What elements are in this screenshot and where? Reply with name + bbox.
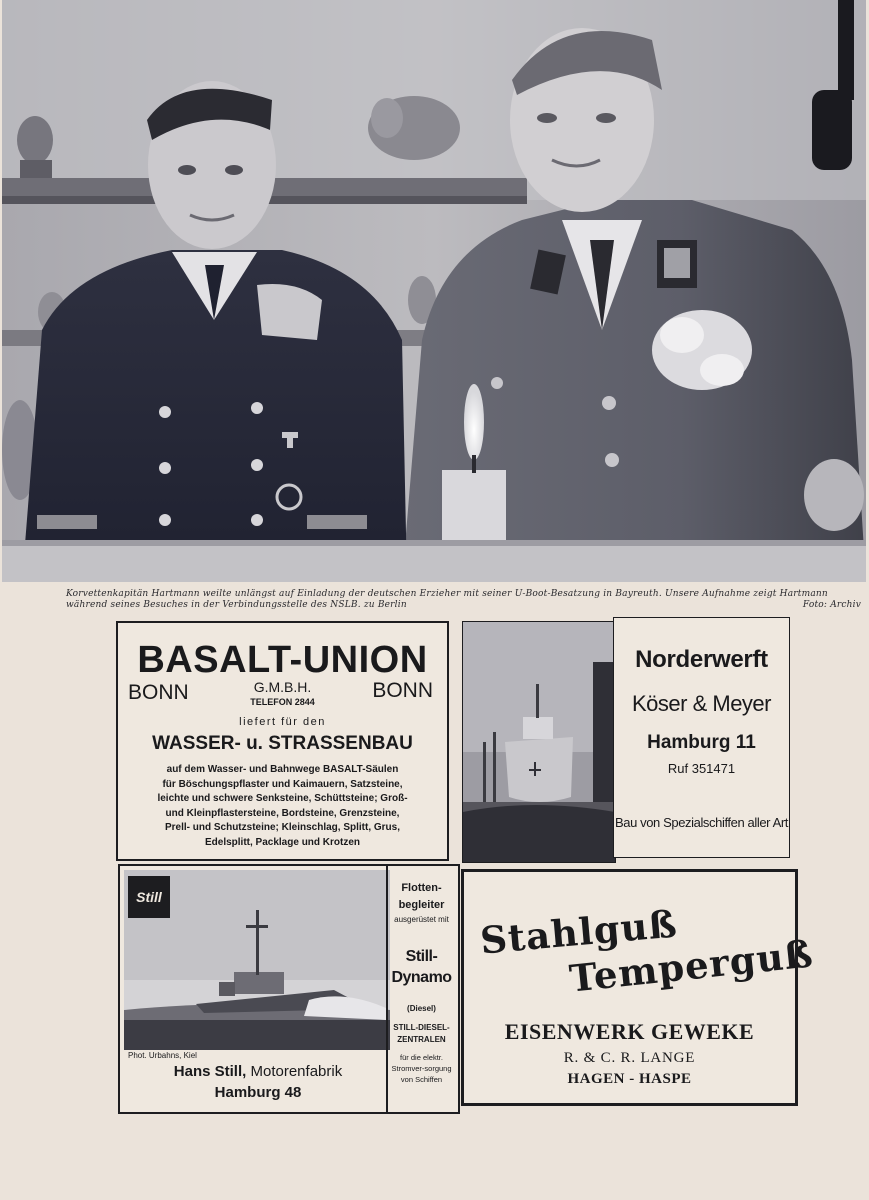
basalt-legal-form: G.M.B.H. [253, 679, 312, 695]
caption-line-1: Korvettenkapitän Hartmann weilte unlängst auf Einladung der deutschen Erzieher mit seiner U-Boot-Besatzung in Bayreuth. Unsere Aufnahme zeigt Hartmann [66, 589, 828, 599]
officers-photo [2, 0, 866, 582]
norderwerft-owners: Köser & Meyer [632, 691, 771, 716]
norderwerft-ad [613, 617, 790, 858]
basalt-supplies: liefert für den [239, 716, 326, 728]
still-company [120, 1063, 396, 1080]
geweke-owners: R. & C. R. LANGE [563, 1050, 696, 1066]
basalt-body-line: und Kleinpflastersteine, Bordsteine, Grenzsteine, [165, 807, 400, 819]
hans-still-ad [118, 864, 460, 1114]
norderwerft-name: Norderwerft [635, 646, 768, 673]
still-side-purpose: für die elektr. Stromver-sorgung von Schiffen [391, 1053, 452, 1084]
geweke-city: HAGEN - HASPE [567, 1071, 692, 1087]
caption-line-2: während seines Besuches in der Verbindungsstelle des NSLB. zu Berlin [66, 600, 407, 610]
basalt-body-line: für Böschungspflaster und Kaimauern, Satzsteine, [162, 778, 403, 790]
still-city: Hamburg 48 [214, 1084, 302, 1101]
basalt-city-left: BONN [128, 681, 189, 704]
ship-harbor-illustration [463, 622, 615, 862]
ship-harbor-photo [462, 621, 616, 863]
still-company-name: Hans Still, [173, 1063, 247, 1080]
stahlguss-heading: Stahlguß [478, 901, 680, 963]
basalt-phone: TELEFON 2844 [250, 697, 315, 707]
basalt-body-line: auf dem Wasser- und Bahnwege BASALT-Säulen [166, 764, 399, 775]
geweke-firm: EISENWERK GEWEKE [504, 1019, 755, 1044]
still-side-centrals: STILL-DIESEL-ZENTRALEN [393, 1023, 450, 1044]
eisenwerk-geweke-ad [461, 869, 816, 1106]
norderwerft-slogan: Bau von Spezialschiffen aller Art [614, 815, 788, 830]
basalt-title: BASALT-UNION [137, 639, 428, 681]
basalt-city-right: BONN [372, 679, 433, 702]
still-photo-credit: Phot. Urbahns, Kiel [128, 1051, 197, 1060]
basalt-body-line: Prell- und Schutzsteine; Kleinschlag, Splitt, Grus, [164, 822, 401, 833]
still-logo: Still [128, 876, 170, 918]
basalt-body-line: Edelsplitt, Packlage und Krotzen [204, 836, 361, 848]
still-side-diesel: (Diesel) [407, 1004, 436, 1013]
basalt-trade: WASSER- u. STRASSENBAU [152, 733, 413, 754]
photo-caption [66, 589, 861, 611]
still-side-heading: Flotten-begleiter [398, 882, 445, 911]
norderwerft-city: Hamburg 11 [647, 732, 756, 753]
still-side-dynamo: Still-Dynamo [391, 948, 452, 986]
basalt-body [128, 763, 437, 850]
norderwerft-phone: Ruf 351471 [667, 761, 736, 776]
still-side-equipped: ausgerüstet mit [394, 915, 449, 924]
temperguss-heading: Temperguß [567, 931, 816, 1001]
basalt-union-ad [116, 621, 449, 861]
basalt-body-line: leichte und schwere Senksteine, Schüttsteine; Groß- [157, 793, 408, 804]
destroyer-photo [124, 870, 390, 1050]
still-side-column [386, 866, 455, 1112]
still-company-suffix: Motorenfabrik [246, 1063, 343, 1080]
officers-photo-illustration [2, 0, 866, 582]
photo-credit: Foto: Archiv [802, 600, 861, 610]
